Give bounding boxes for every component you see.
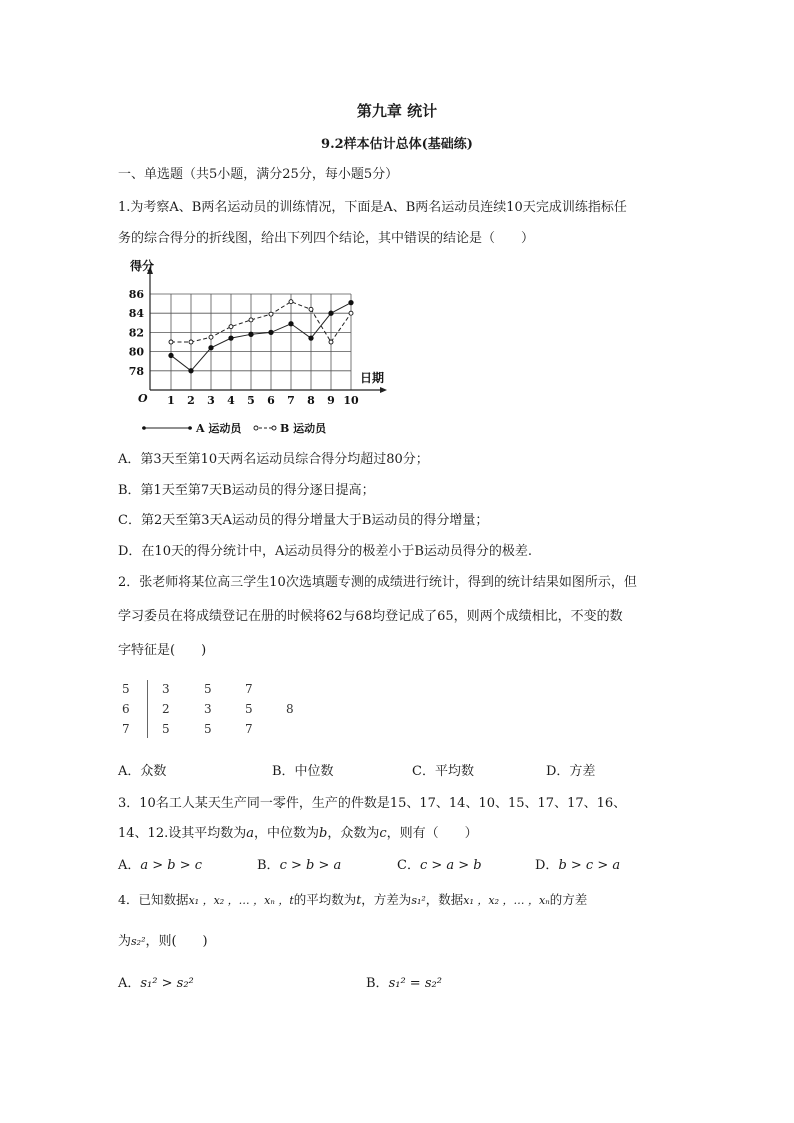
data-point-B — [349, 311, 353, 315]
q4-t: t — [356, 892, 362, 907]
legend-label-B: B 运动员 — [280, 422, 327, 435]
option-expr: s₁² = s₂² — [388, 976, 442, 991]
legend-marker-B — [254, 426, 258, 430]
q3-text-line1: 3．10名工人某天生产同一零件，生产的件数是15、17、14、10、15、17、17、16、 — [118, 796, 627, 811]
x-axis-label: 日期 — [360, 371, 385, 385]
q4-option-b — [366, 972, 442, 991]
var-c: c — [379, 826, 387, 841]
stem-7: 7 — [122, 722, 130, 736]
q4-part: ，方差为 — [361, 892, 412, 907]
x-tick-label: 3 — [207, 394, 215, 407]
option-expr: c > b > a — [279, 858, 342, 873]
data-point-B — [229, 325, 233, 329]
x-tick-label: 6 — [267, 394, 275, 407]
leaf: 5 — [162, 722, 170, 736]
q1-option-a: A．第3天至第10天两名运动员综合得分均超过80分； — [118, 452, 429, 467]
stem-6: 6 — [122, 702, 130, 716]
option-expr: c > a > b — [419, 858, 482, 873]
x-tick-label: 2 — [187, 394, 195, 407]
option-label: D． — [535, 858, 559, 873]
leaf: 3 — [162, 682, 170, 696]
x-tick-label: 1 — [167, 394, 175, 407]
q1-option-b: B．第1天至第7天B运动员的得分逐日提高； — [118, 483, 375, 498]
stem-leaf-plot — [120, 678, 320, 742]
q3-line2-part: ，中位数为 — [253, 826, 319, 841]
q4-text-line2 — [118, 930, 208, 949]
data-point-A — [189, 369, 193, 373]
x-tick-label: 7 — [287, 394, 295, 407]
q4-part: ，则( ) — [145, 934, 208, 949]
q3-option-c — [397, 854, 482, 873]
x-tick-label: 10 — [343, 394, 359, 407]
option-label: B． — [366, 976, 389, 991]
chart-legend — [142, 421, 327, 435]
q4-text-line1 — [118, 890, 587, 908]
option-label: A． — [118, 976, 141, 991]
q4-s2: s₂² — [131, 935, 146, 948]
option-expr: a > b > c — [140, 858, 203, 873]
data-point-B — [309, 307, 313, 311]
chart-axes — [129, 258, 387, 405]
data-point-B — [209, 335, 213, 339]
q4-option-a — [118, 972, 194, 991]
q3-option-a — [118, 854, 202, 873]
origin-label: O — [138, 392, 148, 405]
option-label: C． — [397, 858, 420, 873]
q3-line2-part: 14、12.设其平均数为 — [118, 826, 247, 841]
page-title: 第九章 统计 — [356, 102, 438, 120]
q2-text-line2: 学习委员在将成绩登记在册的时候将62与68均登记成了65，则两个成绩相比，不变的数 — [118, 609, 623, 624]
option-label: A． — [118, 858, 141, 873]
option-expr: s₁² > s₂² — [140, 976, 194, 991]
legend-marker-A — [188, 426, 192, 430]
q2-text-line3: 字特征是( ) — [118, 643, 207, 658]
q2-option-b: B．中位数 — [272, 764, 334, 779]
q4-part: 的方差 — [549, 892, 588, 907]
data-point-B — [329, 340, 333, 344]
legend-label-A: A 运动员 — [196, 422, 242, 435]
chart-series — [169, 300, 353, 373]
var-a: a — [246, 826, 254, 841]
x-tick-label: 8 — [307, 394, 315, 407]
line-chart — [112, 252, 402, 442]
x-axis-arrow — [380, 387, 387, 393]
chart-ticks — [129, 288, 359, 407]
leaf: 5 — [204, 722, 212, 736]
q2-option-d: D．方差 — [546, 764, 596, 779]
q4-part: 为 — [118, 934, 132, 949]
page-subtitle: 9.2样本估计总体(基础练) — [321, 137, 473, 152]
q4-seq2: x₁ ，x₂ ，… ，xₙ — [463, 894, 550, 907]
section-heading: 一、单选题（共5小题，满分25分，每小题5分） — [118, 167, 399, 182]
data-point-A — [309, 336, 313, 340]
data-point-A — [269, 330, 273, 334]
data-point-B — [249, 318, 253, 322]
q2-text-line1: 2．张老师将某位高三学生10次选填题专测的成绩进行统计，得到的统计结果如图所示，但 — [118, 575, 637, 590]
data-point-A — [169, 353, 173, 357]
leaf: 3 — [204, 702, 212, 716]
q4-part: ，数据 — [425, 892, 464, 907]
legend-marker-A — [142, 426, 146, 430]
y-tick-label: 80 — [128, 345, 144, 359]
y-tick-label: 86 — [128, 288, 144, 301]
q4-part: 的平均数为 — [293, 892, 357, 907]
leaf: 5 — [204, 682, 212, 696]
stem-leaf-divider — [147, 680, 148, 738]
q4-part: 4．已知数据 — [118, 892, 189, 907]
x-tick-label: 9 — [327, 394, 335, 407]
leaf: 8 — [286, 702, 294, 716]
data-point-A — [249, 332, 253, 336]
data-point-A — [289, 322, 293, 326]
q3-line2-part: ，众数为 — [327, 826, 380, 841]
q3-line2-part: ，则有（ ） — [386, 826, 478, 841]
q4-seq1: x₁ ，x₂ ，… ，xₙ ，t — [188, 894, 294, 907]
data-point-A — [209, 346, 213, 350]
data-point-A — [349, 300, 353, 304]
var-b: b — [319, 826, 328, 841]
q3-text-line2 — [118, 822, 478, 841]
q2-option-a: A．众数 — [118, 764, 167, 779]
y-tick-label: 82 — [128, 326, 144, 340]
y-tick-label: 78 — [128, 364, 144, 378]
option-label: B． — [257, 858, 280, 873]
q2-option-c: C．平均数 — [412, 764, 474, 779]
leaf: 7 — [245, 722, 253, 736]
leaf: 5 — [245, 702, 253, 716]
q3-option-b — [257, 854, 341, 873]
q4-s1: s₁² — [411, 894, 426, 907]
option-expr: b > c > a — [558, 858, 621, 873]
data-point-B — [169, 340, 173, 344]
q1-text-line1: 1.为考察A、B两名运动员的训练情况，下面是A、B两名运动员连续10天完成训练指标任 — [118, 200, 627, 215]
leaf: 2 — [162, 702, 170, 716]
x-tick-label: 5 — [247, 394, 255, 407]
data-point-A — [229, 336, 233, 340]
data-point-B — [269, 312, 273, 316]
q1-option-c: C．第2天至第3天A运动员的得分增量大于B运动员的得分增量； — [118, 513, 489, 528]
leaf: 7 — [245, 682, 253, 696]
data-point-A — [329, 311, 333, 315]
legend-marker-B — [272, 426, 276, 430]
q1-text-line2: 务的综合得分的折线图，给出下列四个结论，其中错误的结论是（ ） — [118, 231, 535, 246]
q3-option-d — [535, 854, 620, 873]
stem-5: 5 — [122, 682, 130, 696]
data-point-B — [189, 340, 193, 344]
x-tick-label: 4 — [227, 394, 235, 407]
y-tick-label: 84 — [128, 307, 144, 321]
data-point-B — [289, 300, 293, 304]
y-axis-label: 得分 — [130, 259, 155, 273]
q1-option-d: D．在10天的得分统计中，A运动员得分的极差小于B运动员得分的极差. — [118, 544, 533, 559]
